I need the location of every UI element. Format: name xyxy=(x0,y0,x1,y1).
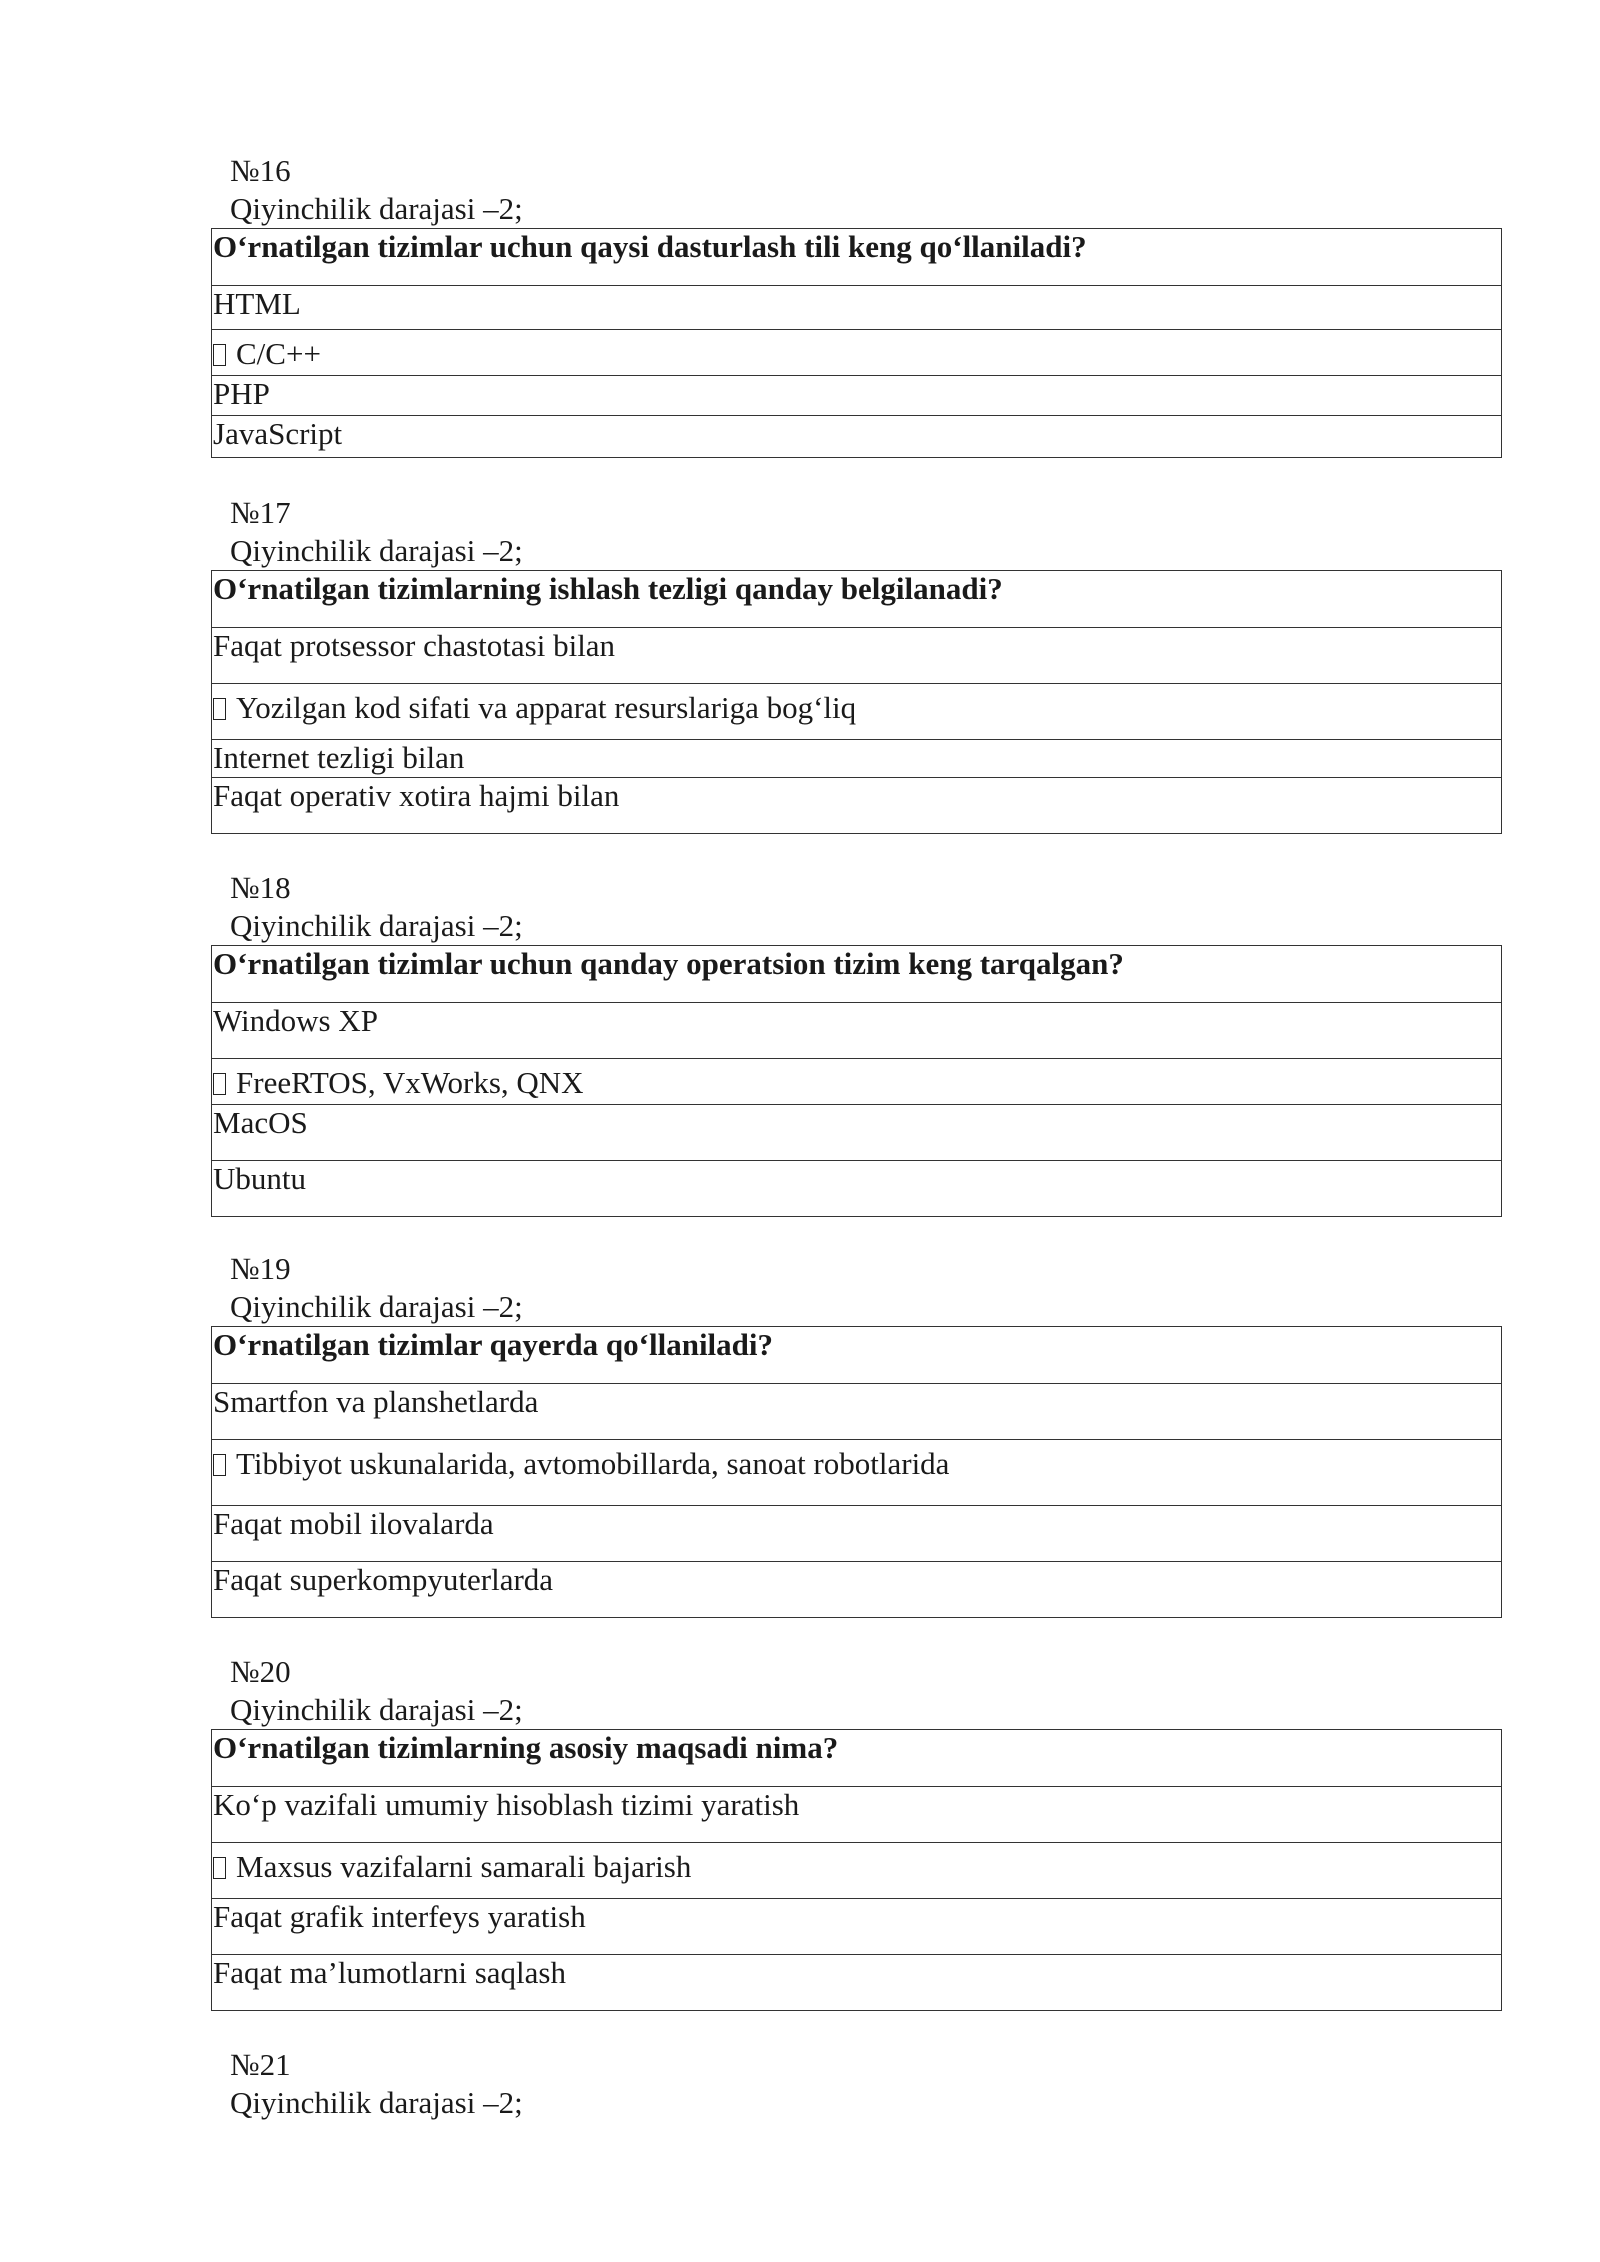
question-block-17 xyxy=(0,494,1600,834)
question-number: №17 xyxy=(230,495,291,530)
answer-mark-icon xyxy=(213,1073,226,1095)
question-table xyxy=(211,1326,1502,1618)
answer-mark-icon xyxy=(213,1454,226,1476)
question-number: №20 xyxy=(230,1654,291,1689)
option-row: Internet tezligi bilan xyxy=(212,739,1501,777)
answer-mark-icon xyxy=(213,1857,226,1879)
option-row: Windows XP xyxy=(212,1002,1501,1058)
question-number: №21 xyxy=(230,2047,291,2082)
question-block-21 xyxy=(0,2046,1600,2122)
difficulty-label: Qiyinchilik darajasi –2; xyxy=(230,191,523,226)
option-row: JavaScript xyxy=(212,415,1501,457)
question-number: №18 xyxy=(230,870,291,905)
option-row-correct: Yozilgan kod sifati va apparat resurslariga bog‘liq xyxy=(212,683,1501,739)
difficulty-label: Qiyinchilik darajasi –2; xyxy=(230,1289,523,1324)
difficulty-label: Qiyinchilik darajasi –2; xyxy=(230,1692,523,1727)
answer-mark-icon xyxy=(213,698,226,720)
question-block-19 xyxy=(0,1250,1600,1618)
option-row: HTML xyxy=(212,285,1501,329)
question-table xyxy=(211,570,1502,834)
option-row: Faqat protsessor chastotasi bilan xyxy=(212,627,1501,683)
option-row-correct: Tibbiyot uskunalarida, avtomobillarda, sanoat robotlarida xyxy=(212,1439,1501,1505)
option-row: Faqat superkompyuterlarda xyxy=(212,1561,1501,1617)
question-text: O‘rnatilgan tizimlarning asosiy maqsadi nima? xyxy=(213,1730,839,1765)
option-row-correct: FreeRTOS, VxWorks, QNX xyxy=(212,1058,1501,1104)
option-row: Smartfon va planshetlarda xyxy=(212,1383,1501,1439)
question-number: №16 xyxy=(230,153,291,188)
option-row: Faqat operativ xotira hajmi bilan xyxy=(212,777,1501,833)
option-row: Ko‘p vazifali umumiy hisoblash tizimi yaratish xyxy=(212,1786,1501,1842)
question-block-18 xyxy=(0,869,1600,1217)
question-block-20 xyxy=(0,1653,1600,2011)
question-table xyxy=(211,1729,1502,2011)
option-row: Ubuntu xyxy=(212,1160,1501,1216)
question-block-16 xyxy=(0,152,1600,458)
question-text: O‘rnatilgan tizimlarning ishlash tezligi qanday belgilanadi? xyxy=(213,571,1003,606)
option-row-correct: Maxsus vazifalarni samarali bajarish xyxy=(212,1842,1501,1898)
answer-mark-icon xyxy=(213,344,226,366)
difficulty-label: Qiyinchilik darajasi –2; xyxy=(230,908,523,943)
option-row: Faqat ma’lumotlarni saqlash xyxy=(212,1954,1501,2010)
option-row: Faqat mobil ilovalarda xyxy=(212,1505,1501,1561)
question-number: №19 xyxy=(230,1251,291,1286)
option-row-correct: C/C++ xyxy=(212,329,1501,375)
option-row: PHP xyxy=(212,375,1501,415)
question-table xyxy=(211,228,1502,458)
question-text: O‘rnatilgan tizimlar qayerda qo‘llaniladi? xyxy=(213,1327,774,1362)
difficulty-label: Qiyinchilik darajasi –2; xyxy=(230,2085,523,2120)
question-text: O‘rnatilgan tizimlar uchun qaysi dasturlash tili keng qo‘llaniladi? xyxy=(213,229,1087,264)
question-text: O‘rnatilgan tizimlar uchun qanday operatsion tizim keng tarqalgan? xyxy=(213,946,1124,981)
option-row: Faqat grafik interfeys yaratish xyxy=(212,1898,1501,1954)
difficulty-label: Qiyinchilik darajasi –2; xyxy=(230,533,523,568)
option-row: MacOS xyxy=(212,1104,1501,1160)
question-table xyxy=(211,945,1502,1217)
